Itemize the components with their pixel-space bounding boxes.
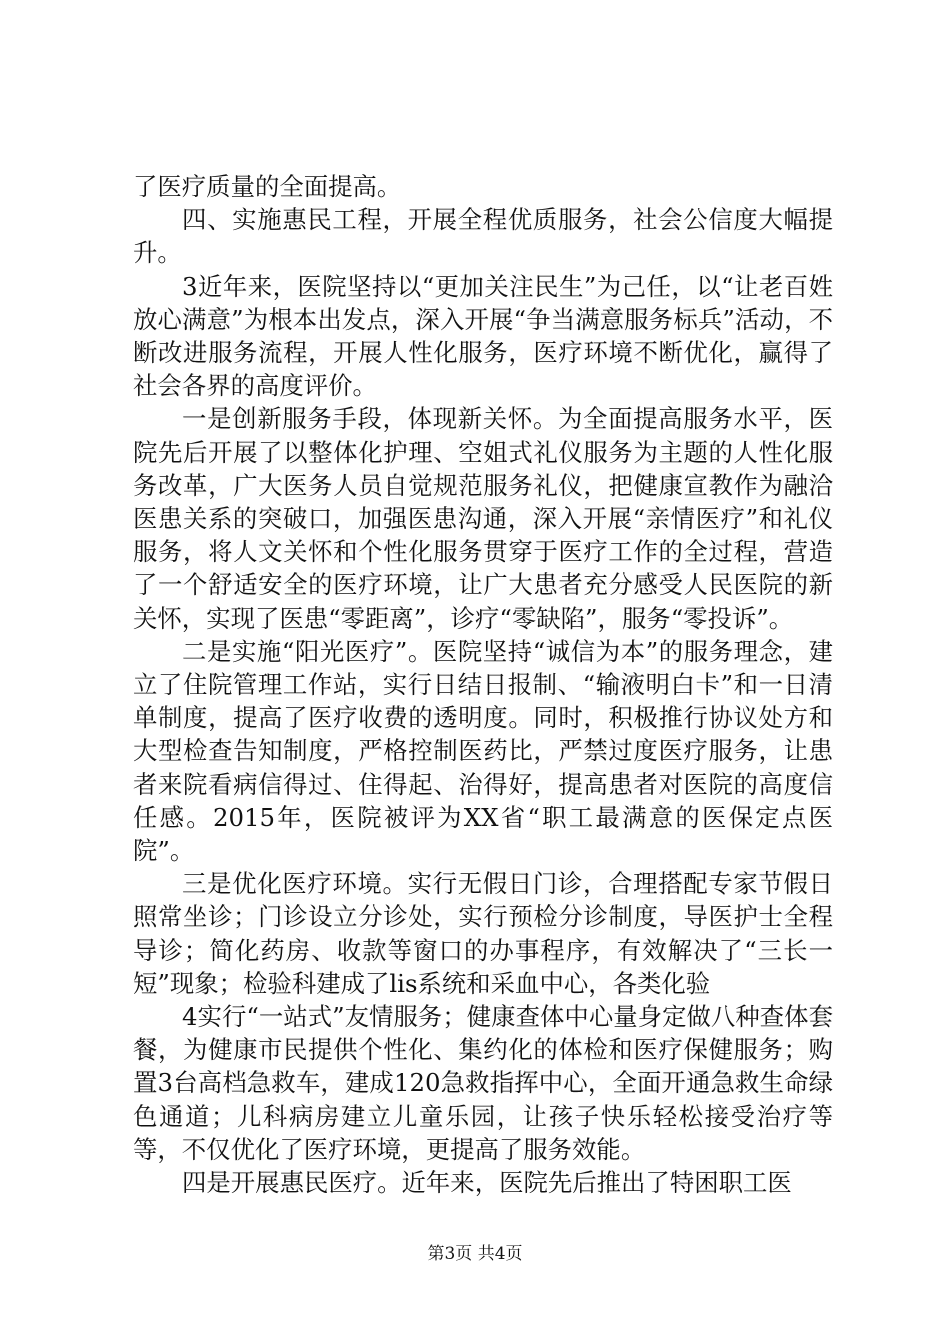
paragraph-7: 4实行“一站式”友情服务；健康查体中心量身定做八种查体套餐，为健康市民提供个性化、集约化的体检和医疗保健服务；购置3台高档急救车，建成120急救指挥中心，全面开通急救生命绿色通道；儿科病房建立儿童乐园，让孩子快乐轻松接受治疗等等，不仅优化了医疗环境，更提高了服务效能。 [133,1002,833,1164]
paragraph-5: 二是实施“阳光医疗”。医院坚持“诚信为本”的服务理念，建立了住院管理工作站，实行日结日报制、“输液明白卡”和一日清单制度，提高了医疗收费的透明度。同时，积极推行协议处方和大型检查告知制度，严格控制医药比，严禁过度医疗服务，让患者来院看病信得过、住得起、治得好，提高患者对医院的高度信任感。2015年，医院被评为XX省“职工最满意的医保定点医院”。 [133,636,833,866]
document-body [133,170,833,1199]
paragraph-1: 了医疗质量的全面提高。 [133,172,402,201]
paragraph-6: 三是优化医疗环境。实行无假日门诊，合理搭配专家节假日照常坐诊；门诊设立分诊处，实行预检分诊制度，导医护士全程导诊；简化药房、收款等窗口的办事程序，有效解决了“三长一短”现象；检验科建成了lis系统和采血中心，各类化验 [133,869,833,998]
paragraph-8: 四是开展惠民医疗。近年来，医院先后推出了特困职工医 [182,1168,792,1198]
paragraph-4: 一是创新服务手段，体现新关怀。为全面提高服务水平，医院先后开展了以整体化护理、空姐式礼仪服务为主题的人性化服务改革，广大医务人员自觉规范服务礼仪，把健康宣教作为融洽医患关系的突破口，加强医患沟通，深入开展“亲情医疗”和礼仪服务，将人文关怀和个性化服务贯穿于医疗工作的全过程，营造了一个舒适安全的医疗环境，让广大患者充分感受人民医院的新关怀，实现了医患“零距离”，诊疗“零缺陷”，服务“零投诉”。 [133,404,833,633]
paragraph-2: 四、实施惠民工程，开展全程优质服务，社会公信度大幅提升。 [133,205,833,268]
page-number-footer: 第3页 共4页 [427,1244,523,1264]
paragraph-3: 3近年来，医院坚持以“更加关注民生”为己任，以“让老百姓放心满意”为根本出发点，深入开展“争当满意服务标兵”活动，不断改进服务流程，开展人性化服务，医疗环境不断优化，赢得了社会各界的高度评价。 [133,271,833,401]
